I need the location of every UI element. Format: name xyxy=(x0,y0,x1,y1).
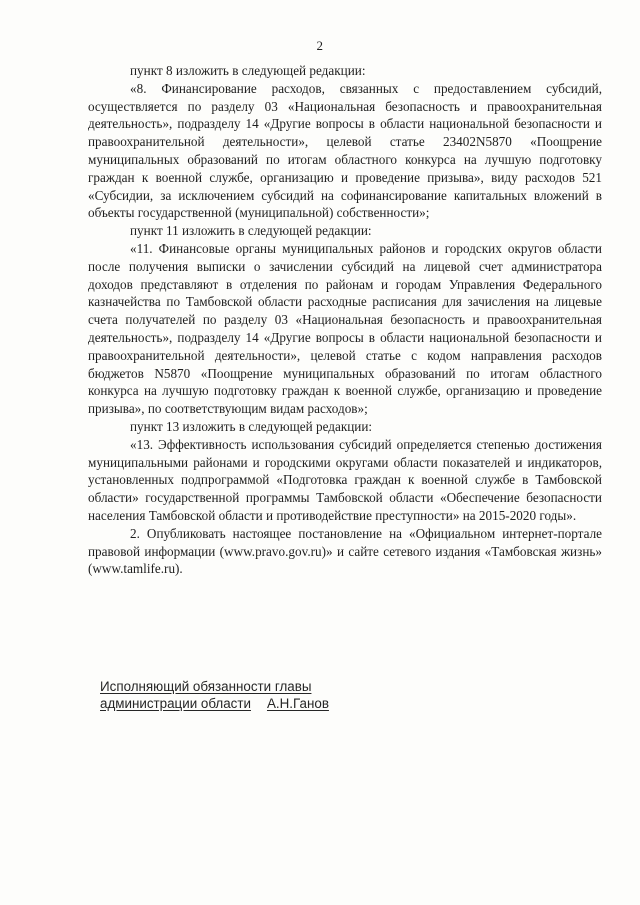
signature-block xyxy=(100,678,500,712)
paragraph-item13-text: «13. Эффективность использования субсидий определяется степенью достижения муниципальными районами и городскими округами области показателей и индикаторов, установленных подпрограммой «Подготовка граждан к военной службе в Тамбовской области» государственной программы Тамбовской области «Обеспечение безопасности населения Тамбовской области и противодействие преступности» на 2015-2020 годы». xyxy=(88,436,602,523)
paragraph-item11-intro: пункт 11 изложить в следующей редакции: xyxy=(130,223,372,239)
paragraph-item8-intro: пункт 8 изложить в следующей редакции: xyxy=(130,63,366,78)
paragraph-item13-intro: пункт 13 изложить в следующей редакции: xyxy=(130,418,373,434)
paragraph-publish: 2. Опубликовать настоящее постановление на «Официальном интернет-портале правовой информации (www.pravo.gov.ru)» и сайте сетевого издания «Тамбовская жизнь» (www.tamlife.ru). xyxy=(88,525,602,577)
signature-position-line1: Исполняющий обязанности главы xyxy=(100,679,312,694)
page-number: 2 xyxy=(316,38,324,53)
paragraph-item11-text: «11. Финансовые органы муниципальных районов и городских округов области после получения выписки о зачислении субсидий на лицевой счет администратора доходов представляют в отделения по районам и городам Управления Федерального казначейства по Тамбовской области расходные расписания для зачисления на лицевые счета получателей по разделу 03 «Национальная безопасность и правоохранительная деятельность», подразделу 14 «Другие вопросы в области национальной безопасности и правоохранительной деятельности», целевой статье с кодом направления расходов бюджетов N5870 «Поощрение муниципальных образований по итогам областного конкурса на лучшую подготовку граждан к военной службе, организацию и проведение призыва», по соответствующим видам расходов»; xyxy=(88,240,602,417)
signature-position-line2 xyxy=(100,695,500,712)
document-body xyxy=(88,62,602,578)
paragraph-item8-text: «8. Финансирование расходов, связанных с предоставлением субсидий, осуществляется по разделу 03 «Национальная безопасность и правоохранительная деятельность», подразделу 14 «Другие вопросы в области национальной безопасности и правоохранительной деятельности», целевой статье 23402N5870 «Поощрение муниципальных образований по итогам областного конкурса на лучшую подготовку граждан к военной службе, организацию и проведение призыва», виду расходов 521 «Субсидии, за исключением субсидий на софинансирование капитальных вложений в объекты государственной (муниципальной) собственности»; xyxy=(88,80,602,221)
signature-name: А.Н.Ганов xyxy=(266,696,329,711)
signature-position-text: администрации области xyxy=(100,696,251,711)
